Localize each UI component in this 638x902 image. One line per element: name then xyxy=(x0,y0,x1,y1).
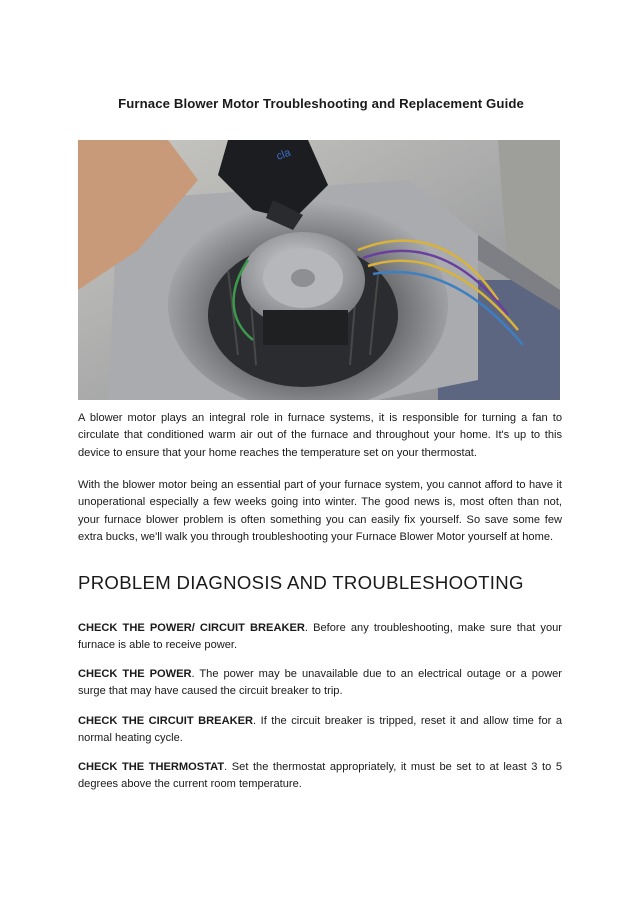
document-title: Furnace Blower Motor Troubleshooting and Replacement Guide xyxy=(118,96,524,111)
intro-paragraph-2: With the blower motor being an essential part of your furnace system, you cannot afford to have it unoperational especially a few weeks going into winter. The good news is, most often than not, your furnace blower problem is often something you can easily fix yourself. So save some few extra bucks, we'll walk you through troubleshooting your Furnace Blower Motor yourself at home. xyxy=(78,479,562,544)
check-label: CHECK THE POWER xyxy=(78,668,192,680)
blower-motor-photo xyxy=(78,140,560,400)
check-label: CHECK THE CIRCUIT BREAKER xyxy=(78,715,254,727)
check-label: CHECK THE THERMOSTAT xyxy=(78,761,225,773)
check-item-thermostat xyxy=(78,759,562,794)
check-item-power-circuit-breaker xyxy=(78,620,562,655)
check-text: . The power may be unavailable due to an electrical outage or a power surge that may have caused the circuit breaker to trip. xyxy=(78,668,562,698)
check-text: . If the circuit breaker is tripped, reset it and allow time for a normal heating cycle. xyxy=(78,715,562,745)
intro-paragraph-1: A blower motor plays an integral role in furnace systems, it is responsible for turning a fan to circulate that conditioned warm air out of the furnace and throughout your home. It's up to this device to ensure that your home reaches the temperature set on your thermostat. xyxy=(78,412,562,459)
blower-motor-illustration xyxy=(78,140,560,400)
section-heading: PROBLEM DIAGNOSIS AND TROUBLESHOOTING xyxy=(78,572,524,593)
check-item-power xyxy=(78,666,562,701)
svg-text:cla: cla xyxy=(274,146,293,163)
check-text: . Set the thermostat appropriately, it must be set to at least 3 to 5 degrees above the current room temperature. xyxy=(78,761,562,791)
check-item-circuit-breaker xyxy=(78,713,562,748)
check-text: . Before any troubleshooting, make sure that your furnace is able to receive power. xyxy=(78,622,562,652)
check-label: CHECK THE POWER/ CIRCUIT BREAKER xyxy=(78,622,305,634)
